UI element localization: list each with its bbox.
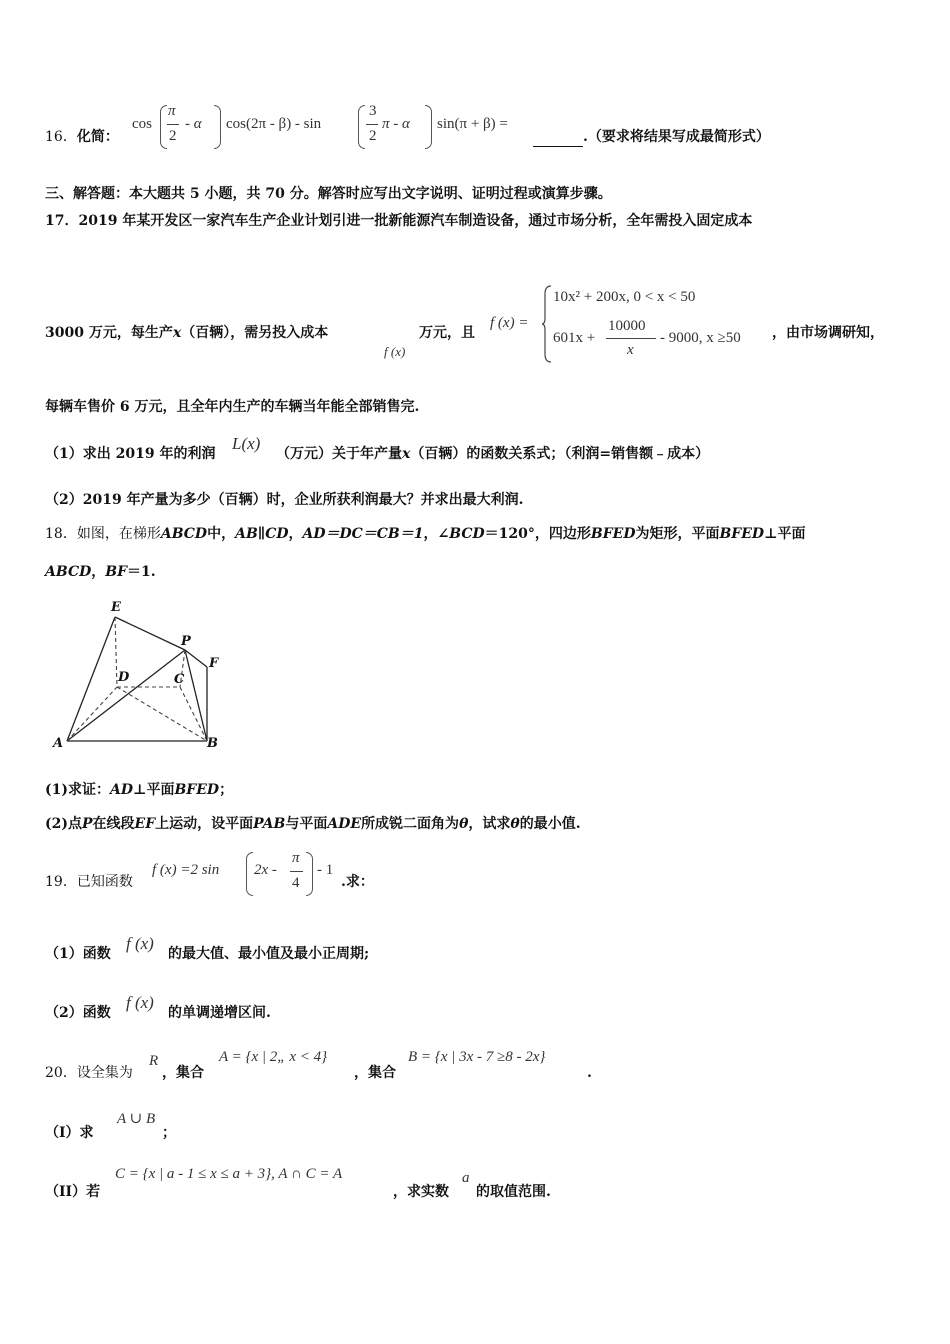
q18-text: 为矩形，平面 <box>635 526 720 542</box>
frac-line <box>366 124 378 125</box>
q19-part2-rest: 的单调递增区间. <box>168 1005 271 1021</box>
label-F: F <box>209 656 219 671</box>
var: ABCD <box>45 564 92 580</box>
q20-part1-end: ； <box>162 1125 176 1141</box>
q17-line1: 17．2019 年某开发区一家汽车生产企业计划引进一批新能源汽车制造设备，通过市场分析，全年需投入固定成本 <box>45 213 753 229</box>
q16-two-b: 2 <box>369 128 377 144</box>
q17-line2 <box>45 323 328 343</box>
q17-case2-num: 10000 <box>608 318 646 334</box>
q18-text: ； <box>219 782 234 798</box>
var: BFED <box>719 526 765 542</box>
q20-setB: B = {x | 3x - 7 ≥8 - 2x} <box>408 1049 546 1065</box>
q19-four: 4 <box>292 875 300 891</box>
q20-part2-end: 的取值范围. <box>476 1184 551 1200</box>
q18-text: ，∠ <box>423 526 450 542</box>
q18-text: 所成锐二面角为 <box>361 816 460 832</box>
q19-inner: 2x - <box>254 862 277 878</box>
q17-Lx: L(x) <box>232 434 261 453</box>
var: BCD <box>449 526 485 542</box>
q17-case1: 10x² + 200x, 0 < x < 50 <box>553 289 696 305</box>
q18-text: ＝120°，四边形 <box>484 526 591 542</box>
q17-text: （百辆）的函数关系式；（利润=销售额﹣成本） <box>410 446 710 462</box>
q18-text: ， <box>288 526 303 542</box>
q19-part1: （1）函数 <box>45 946 111 962</box>
q17-case2-den: x <box>627 342 634 358</box>
q17-line3: 每辆车售价 6 万元，且全年内生产的车辆当年能全部销售完. <box>45 399 420 415</box>
q18-text: ，试求 <box>468 816 511 832</box>
section-heading: 三、解答题：本大题共 5 小题，共 70 分。解答时应写出文字说明、证明过程或演算步骤。 <box>45 186 612 202</box>
edge-CB <box>180 687 207 741</box>
label-P: P <box>181 634 191 649</box>
var: P <box>82 816 93 832</box>
var: BFED <box>174 782 220 798</box>
brace-icon <box>541 284 553 364</box>
geometry-figure <box>45 595 235 755</box>
q20-part1: （I）求 <box>45 1125 94 1141</box>
frac-line <box>290 871 303 872</box>
q19-tail: .求： <box>341 874 374 890</box>
q17-text: 3000 万元，每生产 <box>45 325 173 341</box>
q20-AuB: A ∪ B <box>117 1111 156 1127</box>
edge-ED <box>115 617 117 687</box>
q16-three: 3 <box>369 103 377 119</box>
q16-pi-alpha: π - α <box>382 116 410 132</box>
q16-two: 2 <box>169 128 177 144</box>
q17-fx-under: f (x) <box>384 344 406 359</box>
var-x: x <box>172 325 182 341</box>
q18-text: ， <box>91 564 106 580</box>
q17-line2d: ，由市场调研知， <box>772 325 884 341</box>
answer-blank <box>533 132 583 147</box>
label-E: E <box>111 600 121 615</box>
q18-text: (1)求证： <box>45 782 110 798</box>
q20-R: R <box>149 1053 159 1069</box>
paren-right <box>425 105 432 149</box>
var: AB <box>235 526 258 542</box>
var: AD＝DC＝CB＝1 <box>302 526 424 542</box>
q19-tail-expr: - 1 <box>317 862 334 878</box>
q18-text: ＝1. <box>127 564 156 580</box>
q18-text: 18．如图，在梯形 <box>45 526 161 542</box>
var: PAB <box>253 816 286 832</box>
q18-text: 上运动，设平面 <box>155 816 254 832</box>
q17-text: （百辆），需另投入成本 <box>181 325 329 341</box>
label-A: A <box>53 736 64 751</box>
q16-tail-line <box>533 127 770 147</box>
q16-number: 16． <box>45 129 77 145</box>
var: BF <box>105 564 128 580</box>
edge-EP <box>115 617 185 650</box>
q18-text: 与平面 <box>285 816 328 832</box>
q20-lead <box>45 1063 133 1083</box>
var: EF <box>134 816 156 832</box>
paren-left <box>246 852 253 896</box>
q18-line2 <box>45 562 156 582</box>
q20-text: 20．设全集为 <box>45 1065 133 1081</box>
q18-text: 的最小值. <box>519 816 581 832</box>
q20-part2-mid: ，求实数 <box>393 1184 449 1200</box>
var-x: x <box>402 446 411 462</box>
q17-part1 <box>45 444 215 464</box>
q19-p1-fx: f (x) <box>126 934 154 953</box>
var: θ <box>459 816 469 832</box>
q16-mid: cos(2π - β) - sin <box>226 116 322 132</box>
q20-setC: C = {x | a - 1 ≤ x ≤ a + 3}, A ∩ C = A <box>115 1166 343 1182</box>
q20-end: . <box>587 1065 592 1081</box>
q20-mid2: ，集合 <box>354 1065 396 1081</box>
q20-part2: （II）若 <box>45 1184 101 1200</box>
q18-text: ⊥平面 <box>133 782 175 798</box>
q18-part1 <box>45 780 233 800</box>
q18-text: 在线段 <box>92 816 135 832</box>
parallel-symbol: ∥ <box>257 526 266 542</box>
label-C: C <box>174 672 185 687</box>
q17-text: （1）求出 2019 年的利润 <box>45 446 216 462</box>
q18-text: (2)点 <box>45 816 82 832</box>
q16-tail: .（要求将结果写成最简形式） <box>583 129 770 145</box>
q19-fx: f (x) =2 sin <box>152 862 220 878</box>
var: ADE <box>327 816 362 832</box>
q16-pi: π <box>168 103 176 119</box>
q17-text: （万元）关于年产量 <box>276 446 402 462</box>
q19-text: 19．已知函数 <box>45 874 133 890</box>
q19-p2-fx: f (x) <box>126 993 154 1012</box>
q17-case2a: 601x + <box>553 330 596 346</box>
q20-setA: A = {x | 2„ x < 4} <box>219 1049 328 1065</box>
label-D: D <box>118 670 130 685</box>
q17-line2c: 万元，且 <box>419 325 475 341</box>
paren-left <box>358 105 365 149</box>
q18-line1 <box>45 524 806 544</box>
q19-part2: （2）函数 <box>45 1005 111 1021</box>
q17-fx-def: f (x) = <box>490 315 529 331</box>
q16-lead: 化简： <box>76 129 119 145</box>
paren-right <box>306 852 313 896</box>
q19-pi: π <box>292 850 300 866</box>
q16-line <box>45 127 119 147</box>
q20-mid1: ，集合 <box>162 1065 204 1081</box>
var: AD <box>110 782 134 798</box>
label-B: B <box>207 736 218 751</box>
q17-case2b: - 9000, x ≥50 <box>660 330 741 346</box>
edge-AD <box>67 687 117 741</box>
var: BFED <box>590 526 636 542</box>
var: θ <box>510 816 520 832</box>
q18-text: 中， <box>207 526 236 542</box>
frac-line <box>606 338 656 339</box>
var: ABCD <box>160 526 208 542</box>
q17-part2: （2）2019 年产量为多少（百辆）时，企业所获利润最大？并求出最大利润. <box>45 492 524 508</box>
q19-part1-rest: 的最大值、最小值及最小正周期; <box>168 946 370 962</box>
var: CD <box>265 526 289 542</box>
q19-lead <box>45 872 133 892</box>
frac-line <box>167 124 179 125</box>
paren-left <box>160 105 167 149</box>
q16-alpha: - α <box>185 116 202 132</box>
q16-end: sin(π + β) = <box>437 116 508 132</box>
q18-text: ⊥平面 <box>764 526 806 542</box>
q16-cos: cos <box>132 116 152 132</box>
q20-a: a <box>462 1170 470 1186</box>
q17-part1-rest <box>276 444 709 464</box>
paren-right <box>214 105 221 149</box>
q18-part2 <box>45 814 581 834</box>
